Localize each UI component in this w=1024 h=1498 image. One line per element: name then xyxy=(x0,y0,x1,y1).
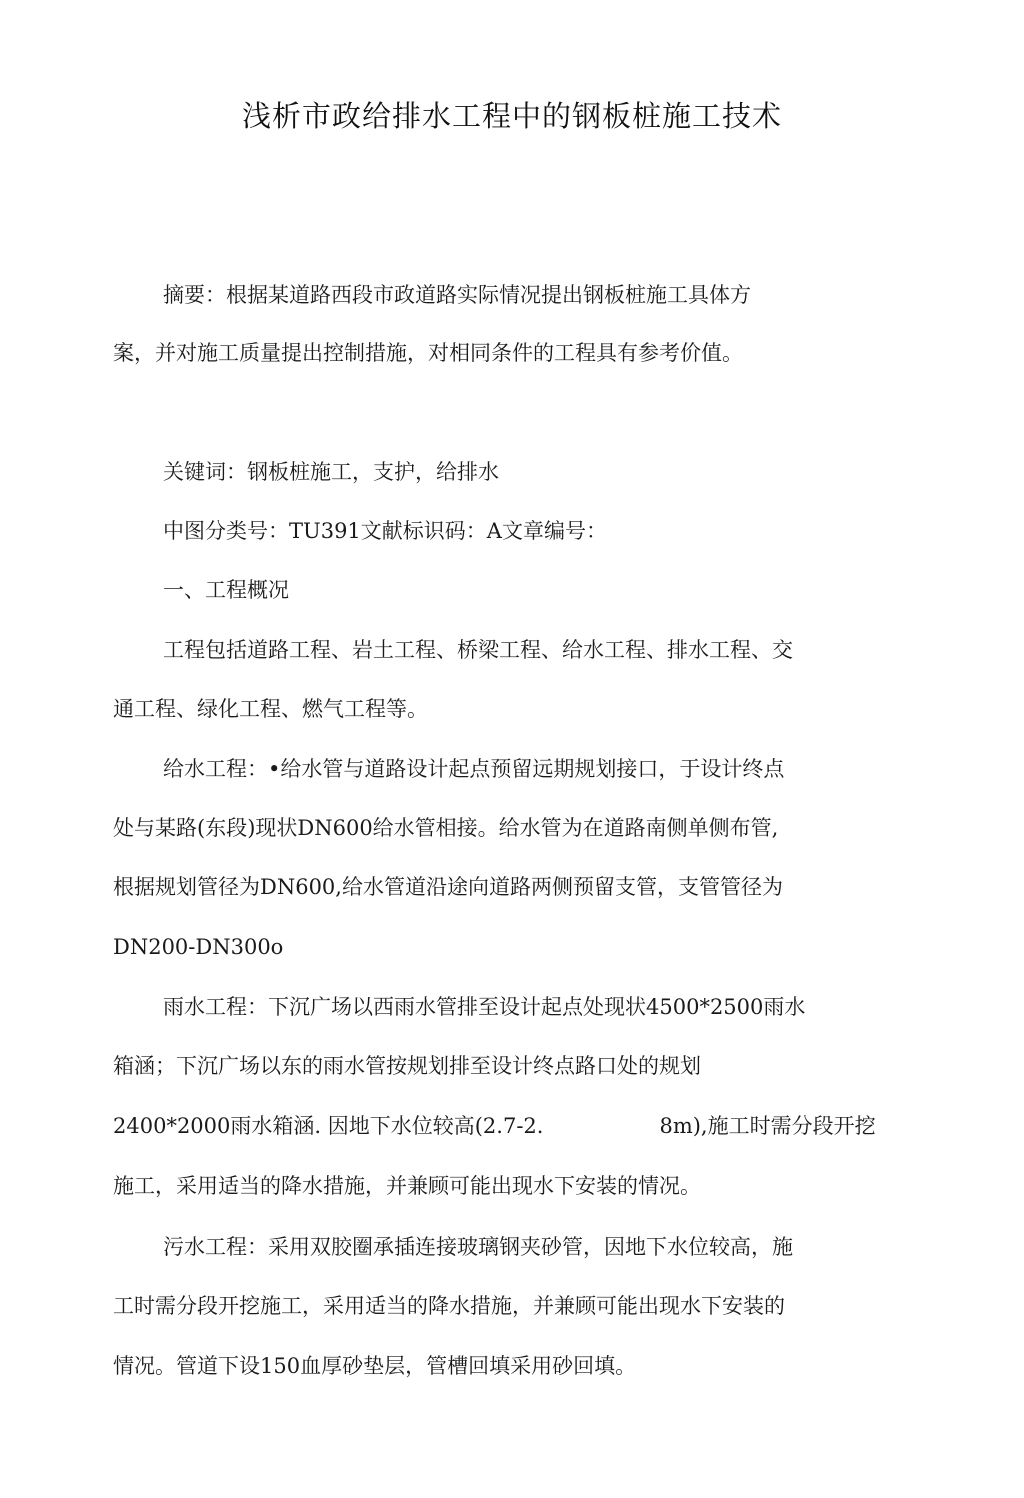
rainwater-line-3-part-b: 8m),施工时需分段开挖 xyxy=(659,1114,876,1138)
rainwater-line-2: 箱涵；下沉广场以东的雨水管按规划排至设计终点路口处的规划 xyxy=(113,1054,701,1078)
water-supply-line-3: 根据规划管径为DN600,给水管道沿途向道路两侧预留支管，支管管径为 xyxy=(113,875,783,899)
water-supply-line-2: 处与某路(东段)现状DN600给水管相接。给水管为在道路南侧单侧布管, xyxy=(113,816,779,840)
document-title: 浅析市政给排水工程中的钢板桩施工技术 xyxy=(241,99,782,133)
sewage-line-1: 污水工程：采用双胶圈承插连接玻璃钢夹砂管，因地下水位较高，施 xyxy=(163,1235,793,1259)
sewage-line-2: 工时需分段开挖施工，采用适当的降水措施，并兼顾可能出现水下安装的 xyxy=(113,1294,785,1318)
water-supply-line-4: DN200-DN300o xyxy=(113,935,284,959)
rainwater-line-3 xyxy=(113,1112,876,1140)
classification-line: 中图分类号：TU391文献标识码：A文章编号： xyxy=(163,519,607,543)
abstract-line-2: 案，并对施工质量提出控制措施，对相同条件的工程具有参考价值。 xyxy=(113,341,743,365)
overview-line-1: 工程包括道路工程、岩土工程、桥梁工程、给水工程、排水工程、交 xyxy=(163,638,793,662)
rainwater-line-3-part-a: 2400*2000雨水箱涵. 因地下水位较高(2.7-2. xyxy=(113,1114,544,1138)
water-supply-line-1: 给水工程：•给水管与道路设计起点预留远期规划接口，于设计终点 xyxy=(163,757,785,781)
sewage-line-3: 情况。管道下设150血厚砂垫层，管槽回填采用砂回填。 xyxy=(113,1354,637,1378)
overview-line-2: 通工程、绿化工程、燃气工程等。 xyxy=(113,697,428,721)
rainwater-line-4: 施工，采用适当的降水措施，并兼顾可能出现水下安装的情况。 xyxy=(113,1174,701,1198)
rainwater-line-1: 雨水工程：下沉广场以西雨水管排至设计起点处现状4500*2500雨水 xyxy=(163,995,806,1019)
section-heading-overview: 一、工程概况 xyxy=(163,578,289,602)
keywords-line: 关键词：钢板桩施工，支护，给排水 xyxy=(163,460,499,484)
abstract-line-1: 摘要：根据某道路西段市政道路实际情况提出钢板桩施工具体方 xyxy=(163,283,751,307)
